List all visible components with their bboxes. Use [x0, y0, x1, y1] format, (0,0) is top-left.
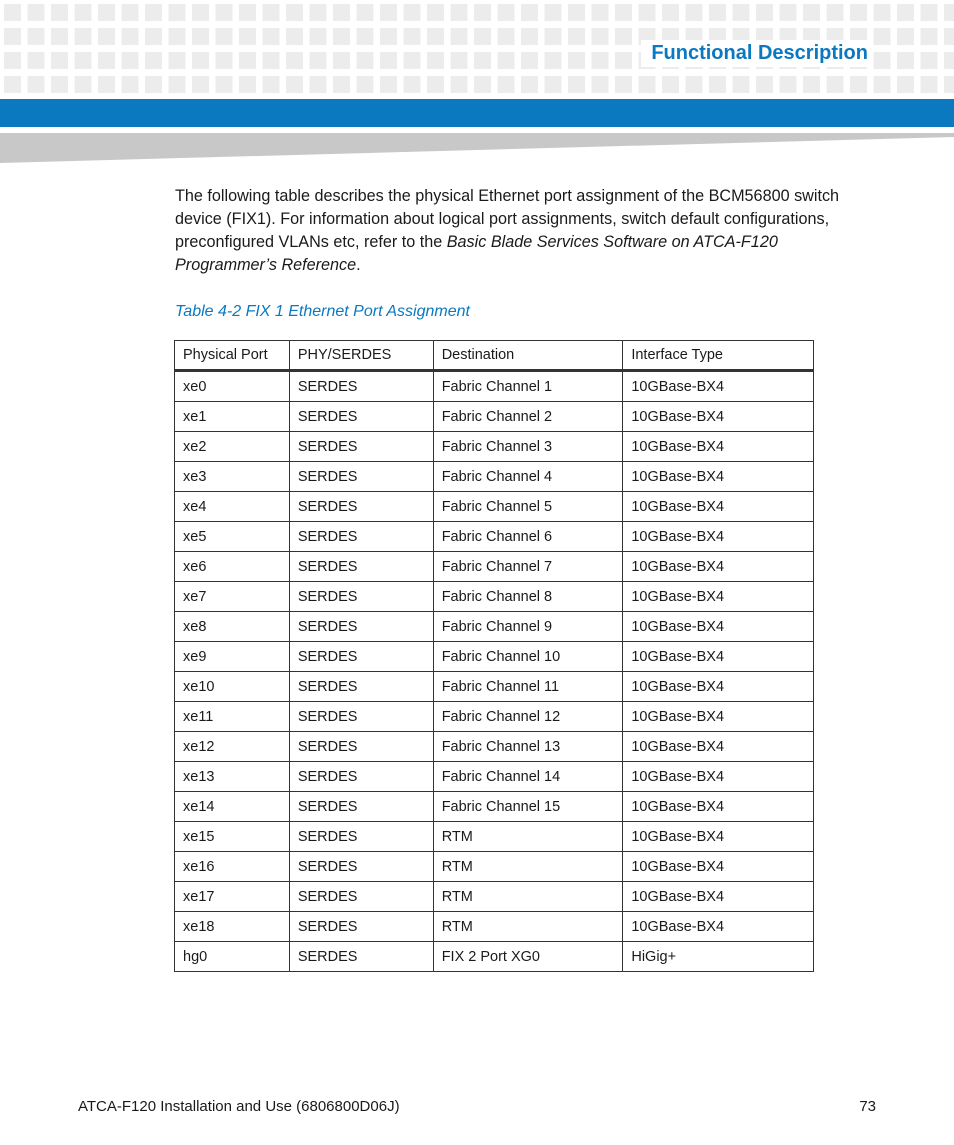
cell-physical-port: xe2	[175, 432, 290, 462]
cell-phy-serdes: SERDES	[289, 371, 433, 402]
cell-physical-port: xe0	[175, 371, 290, 402]
cell-destination: Fabric Channel 6	[433, 522, 623, 552]
cell-interface-type: 10GBase-BX4	[623, 822, 814, 852]
cell-physical-port: xe17	[175, 882, 290, 912]
cell-physical-port: xe9	[175, 642, 290, 672]
cell-destination: Fabric Channel 1	[433, 371, 623, 402]
cell-destination: Fabric Channel 11	[433, 672, 623, 702]
cell-destination: RTM	[433, 882, 623, 912]
cell-physical-port: xe18	[175, 912, 290, 942]
table-row	[175, 852, 814, 882]
cell-phy-serdes: SERDES	[289, 612, 433, 642]
column-header-phy-serdes: PHY/SERDES	[289, 341, 433, 371]
cell-interface-type: 10GBase-BX4	[623, 612, 814, 642]
table-header-row	[175, 341, 814, 371]
cell-phy-serdes: SERDES	[289, 462, 433, 492]
intro-paragraph	[175, 185, 880, 277]
cell-interface-type: 10GBase-BX4	[623, 702, 814, 732]
cell-phy-serdes: SERDES	[289, 552, 433, 582]
cell-phy-serdes: SERDES	[289, 492, 433, 522]
table-row	[175, 672, 814, 702]
table-row	[175, 462, 814, 492]
cell-interface-type: 10GBase-BX4	[623, 492, 814, 522]
cell-phy-serdes: SERDES	[289, 852, 433, 882]
table-row	[175, 732, 814, 762]
cell-phy-serdes: SERDES	[289, 432, 433, 462]
column-header-interface-type: Interface Type	[623, 341, 814, 371]
cell-physical-port: xe3	[175, 462, 290, 492]
cell-phy-serdes: SERDES	[289, 942, 433, 972]
cell-physical-port: xe7	[175, 582, 290, 612]
port-assignment-table	[174, 340, 814, 972]
cell-destination: Fabric Channel 8	[433, 582, 623, 612]
cell-interface-type: 10GBase-BX4	[623, 642, 814, 672]
cell-phy-serdes: SERDES	[289, 792, 433, 822]
table-row	[175, 522, 814, 552]
cell-destination: RTM	[433, 852, 623, 882]
header-grey-wedge	[0, 127, 954, 163]
cell-phy-serdes: SERDES	[289, 822, 433, 852]
table-caption: Table 4-2 FIX 1 Ethernet Port Assignment	[175, 303, 470, 320]
cell-destination: Fabric Channel 15	[433, 792, 623, 822]
table-row	[175, 552, 814, 582]
cell-physical-port: xe15	[175, 822, 290, 852]
cell-physical-port: xe6	[175, 552, 290, 582]
cell-destination: Fabric Channel 4	[433, 462, 623, 492]
cell-phy-serdes: SERDES	[289, 732, 433, 762]
cell-destination: Fabric Channel 10	[433, 642, 623, 672]
cell-interface-type: 10GBase-BX4	[623, 882, 814, 912]
cell-interface-type: 10GBase-BX4	[623, 432, 814, 462]
cell-destination: FIX 2 Port XG0	[433, 942, 623, 972]
table-row	[175, 582, 814, 612]
cell-destination: RTM	[433, 912, 623, 942]
cell-physical-port: xe8	[175, 612, 290, 642]
cell-physical-port: xe12	[175, 732, 290, 762]
cell-interface-type: 10GBase-BX4	[623, 762, 814, 792]
cell-interface-type: 10GBase-BX4	[623, 371, 814, 402]
cell-destination: RTM	[433, 822, 623, 852]
cell-phy-serdes: SERDES	[289, 762, 433, 792]
cell-physical-port: xe13	[175, 762, 290, 792]
cell-destination: Fabric Channel 13	[433, 732, 623, 762]
table-row	[175, 432, 814, 462]
table-row	[175, 642, 814, 672]
table-row	[175, 942, 814, 972]
cell-destination: Fabric Channel 3	[433, 432, 623, 462]
cell-interface-type: 10GBase-BX4	[623, 522, 814, 552]
cell-destination: Fabric Channel 5	[433, 492, 623, 522]
cell-physical-port: xe1	[175, 402, 290, 432]
cell-destination: Fabric Channel 7	[433, 552, 623, 582]
cell-interface-type: 10GBase-BX4	[623, 792, 814, 822]
cell-physical-port: xe5	[175, 522, 290, 552]
cell-phy-serdes: SERDES	[289, 402, 433, 432]
cell-phy-serdes: SERDES	[289, 702, 433, 732]
footer-page-number: 73	[859, 1098, 876, 1115]
table-row	[175, 492, 814, 522]
cell-physical-port: xe4	[175, 492, 290, 522]
cell-interface-type: 10GBase-BX4	[623, 402, 814, 432]
table-row	[175, 792, 814, 822]
column-header-physical-port: Physical Port	[175, 341, 290, 371]
table-row	[175, 882, 814, 912]
cell-physical-port: xe16	[175, 852, 290, 882]
section-title: Functional Description	[641, 40, 872, 67]
cell-phy-serdes: SERDES	[289, 642, 433, 672]
table-row	[175, 402, 814, 432]
cell-destination: Fabric Channel 2	[433, 402, 623, 432]
cell-physical-port: xe11	[175, 702, 290, 732]
cell-interface-type: 10GBase-BX4	[623, 462, 814, 492]
table-body	[175, 371, 814, 972]
cell-interface-type: 10GBase-BX4	[623, 672, 814, 702]
cell-physical-port: xe10	[175, 672, 290, 702]
cell-physical-port: hg0	[175, 942, 290, 972]
table-row	[175, 702, 814, 732]
table-row	[175, 762, 814, 792]
intro-text-end: .	[356, 256, 361, 274]
table-row	[175, 822, 814, 852]
cell-physical-port: xe14	[175, 792, 290, 822]
cell-destination: Fabric Channel 9	[433, 612, 623, 642]
table-row	[175, 371, 814, 402]
table-row	[175, 612, 814, 642]
cell-phy-serdes: SERDES	[289, 882, 433, 912]
cell-interface-type: 10GBase-BX4	[623, 582, 814, 612]
cell-interface-type: 10GBase-BX4	[623, 552, 814, 582]
column-header-destination: Destination	[433, 341, 623, 371]
reference-title: Basic Blade Services Software on ATCA-F120 Programmer’s Reference	[175, 233, 778, 274]
cell-interface-type: 10GBase-BX4	[623, 912, 814, 942]
cell-phy-serdes: SERDES	[289, 672, 433, 702]
cell-destination: Fabric Channel 12	[433, 702, 623, 732]
footer-doc-title: ATCA-F120 Installation and Use (6806800D06J)	[78, 1098, 400, 1115]
header-blue-bar	[0, 99, 954, 127]
cell-interface-type: 10GBase-BX4	[623, 732, 814, 762]
cell-interface-type: HiGig+	[623, 942, 814, 972]
cell-phy-serdes: SERDES	[289, 912, 433, 942]
cell-phy-serdes: SERDES	[289, 522, 433, 552]
intro-text: The following table describes the physical Ethernet port assignment of the BCM56800 switch device (FIX1). For information about logical port assignments, switch default configurations, preconfigured VLANs etc, refer to the	[175, 187, 840, 251]
cell-interface-type: 10GBase-BX4	[623, 852, 814, 882]
cell-destination: Fabric Channel 14	[433, 762, 623, 792]
cell-phy-serdes: SERDES	[289, 582, 433, 612]
table-row	[175, 912, 814, 942]
